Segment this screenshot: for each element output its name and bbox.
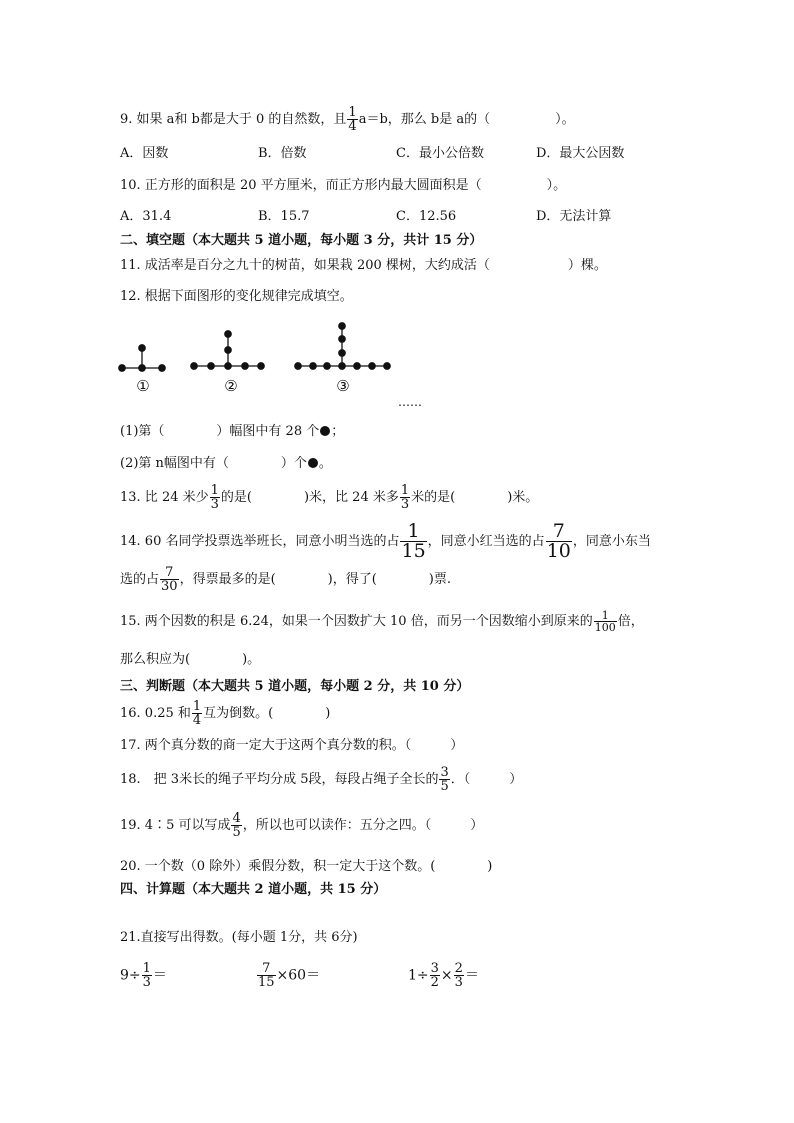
dot xyxy=(339,350,345,356)
fraction: $\frac{4}{5}$ xyxy=(232,811,241,840)
fraction: $\frac{1}{3}$ xyxy=(400,483,410,512)
dot xyxy=(354,363,360,369)
dot xyxy=(139,345,145,351)
figure-label-2: ② xyxy=(224,377,238,395)
q10-option-d[interactable]: D．无法计算 xyxy=(536,209,612,224)
fraction: $\frac{1}{4}$ xyxy=(348,105,357,134)
question-9: 9. 如果 a和 b都是大于 0 的自然数，且 $\frac{1}{4}$ a＝b，那么 b是 a的（ ）。 xyxy=(120,105,575,134)
fraction: $\frac{7}{30}$ xyxy=(161,565,178,594)
section-fill-in-heading: 二、填空题（本大题共 5 道小题，每小题 3 分，共计 15 分） xyxy=(120,233,483,248)
question-12-part-2: (2)第 n幅图中有（ ）个 。 xyxy=(120,456,332,471)
q10-option-a[interactable]: A．31.4 xyxy=(120,209,172,224)
question-14-continued: 选的占 $\frac{7}{30}$ ，得票最多的是( )，得了( )票. xyxy=(120,565,451,594)
question-11: 11. 成活率是百分之九十的树苗，如果栽 200 棵树，大约成活（ ）棵。 xyxy=(120,258,607,273)
figure-label-3: ③ xyxy=(336,377,350,395)
dot xyxy=(339,336,345,342)
question-18: 18. 把 3米长的绳子平均分成 5段，每段占绳子全长的 $\frac{3}{5}$ ．（ ） xyxy=(120,765,523,794)
fraction: $\frac{3}{2}$ xyxy=(430,961,439,990)
question-14: 14. 60 名同学投票选举班长，同意小明当选的占 $\frac{1}{15}$ ，同意小红当选的占 $\frac{7}{10}$ ，同意小东当 xyxy=(120,520,651,562)
black-dot-icon xyxy=(320,426,330,436)
q9-option-d[interactable]: D．最大公因数 xyxy=(536,146,625,161)
dot xyxy=(119,365,125,371)
question-10: 10. 正方形的面积是 20 平方厘米，而正方形内最大圆面积是（ ）。 xyxy=(120,178,567,193)
fraction: $\frac{2}{3}$ xyxy=(454,961,463,990)
black-dot-icon xyxy=(308,458,318,468)
calc-expression-2: $\frac{7}{15}$ ×60＝ xyxy=(258,961,321,990)
dot xyxy=(339,323,345,329)
section-true-false-heading: 三、判断题（本大题共 5 道小题，每小题 2 分，共 10 分） xyxy=(120,679,470,694)
calc-expression-3: 1÷ $\frac{3}{2}$ × $\frac{2}{3}$ ＝ xyxy=(408,961,479,990)
figure-label-1: ① xyxy=(136,377,150,395)
dot xyxy=(384,363,390,369)
question-16: 16. 0.25 和 $\frac{1}{4}$ 互为倒数。( ) xyxy=(120,699,331,728)
fraction: $\frac{3}{5}$ xyxy=(440,765,449,794)
q9-option-b[interactable]: B．倍数 xyxy=(258,146,307,161)
dot xyxy=(339,363,345,369)
q9-option-c[interactable]: C．最小公倍数 xyxy=(396,146,484,161)
dot xyxy=(295,363,301,369)
dot xyxy=(324,363,330,369)
dot xyxy=(225,331,231,337)
fraction: $\frac{1}{100}$ xyxy=(594,609,616,634)
q9-option-a[interactable]: A．因数 xyxy=(120,146,169,161)
fraction: $\frac{1}{4}$ xyxy=(192,699,202,728)
dot xyxy=(310,363,316,369)
fraction: $\frac{7}{15}$ xyxy=(258,961,275,990)
dot xyxy=(242,363,248,369)
dot xyxy=(208,363,214,369)
question-19: 19. 4∶5 可以写成 $\frac{4}{5}$ ，所以也可以读作：五分之四。（ ） xyxy=(120,811,484,840)
fraction: $\frac{1}{15}$ xyxy=(401,520,426,562)
question-15-continued: 那么积应为( )。 xyxy=(120,652,261,667)
dot xyxy=(225,363,231,369)
question-15: 15. 两个因数的积是 6.24，如果一个因数扩大 10 倍，而另一个因数缩小到原来的 $\frac{1}{100}$ 倍， xyxy=(120,609,644,634)
q10-option-c[interactable]: C．12.56 xyxy=(396,209,457,224)
question-12: 12. 根据下面图形的变化规律完成填空。 xyxy=(120,289,353,304)
question-13: 13. 比 24 米少 $\frac{1}{3}$ 的是( )米，比 24 米多 $\frac{1}{3}$ 米的是( )米。 xyxy=(120,483,539,512)
question-17: 17. 两个真分数的商一定大于这两个真分数的积。（ ） xyxy=(120,738,464,753)
dot xyxy=(139,365,145,371)
fraction: $\frac{1}{3}$ xyxy=(142,961,151,990)
calc-expression-1: 9÷ $\frac{1}{3}$ ＝ xyxy=(120,961,167,990)
dot xyxy=(258,363,264,369)
dot xyxy=(191,363,197,369)
question-20: 20. 一个数（0 除外）乘假分数，积一定大于这个数。( ) xyxy=(120,859,493,874)
question-21: 21.直接写出得数。(每小题 1分，共 6分) xyxy=(120,930,358,945)
fraction: $\frac{7}{10}$ xyxy=(546,520,571,562)
dot xyxy=(225,347,231,353)
dot-pattern-figure xyxy=(110,318,440,408)
figure-ellipsis: …… xyxy=(398,395,422,408)
question-12-part-1: (1)第（ ）幅图中有 28 个 ； xyxy=(120,424,345,439)
dot xyxy=(369,363,375,369)
q10-option-b[interactable]: B．15.7 xyxy=(258,209,310,224)
fraction: $\frac{1}{3}$ xyxy=(210,483,219,512)
section-calculation-heading: 四、计算题（本大题共 2 道小题，共 15 分） xyxy=(120,882,387,897)
dot xyxy=(159,365,165,371)
